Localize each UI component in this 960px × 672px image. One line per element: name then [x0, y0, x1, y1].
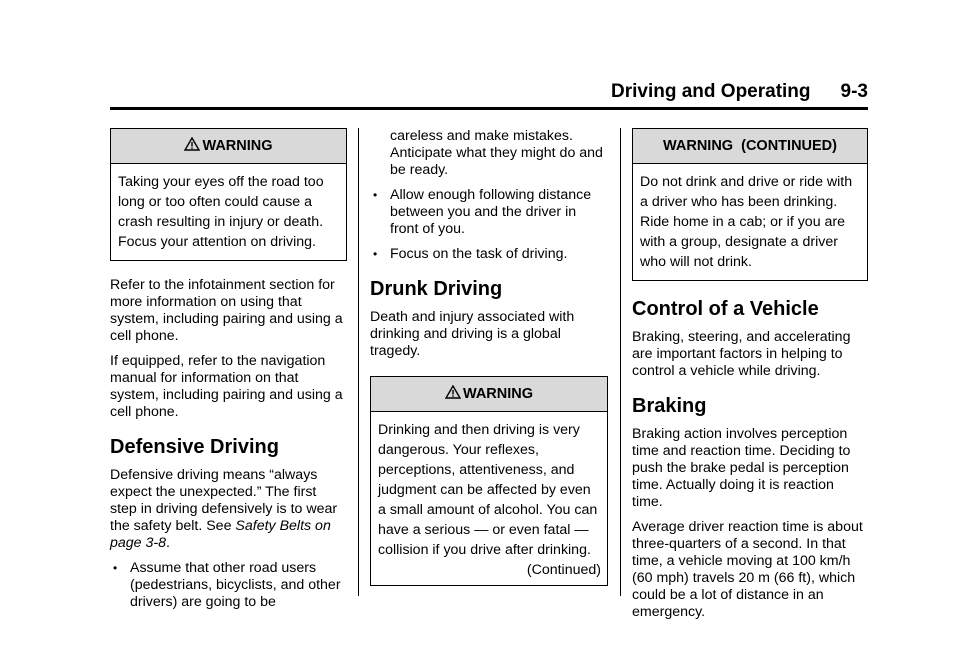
warning-header: [111, 129, 346, 164]
section-heading: Braking: [632, 395, 707, 417]
list-item-text: Assume that other road users (pedestrians, bicyclists, and other drivers) are going to be: [130, 560, 341, 610]
section-heading: Defensive Driving: [110, 436, 279, 458]
list-item: [370, 128, 608, 179]
list-item-text: Allow enough following distance between you and the driver in front of you.: [390, 187, 592, 237]
bullet-list: [370, 128, 608, 263]
warning-box: [632, 128, 868, 281]
paragraph: Braking action involves perception time and reaction time. Deciding to push the brake pedal is perception time. Actually doing it is reaction time.: [632, 426, 851, 510]
warning-text: Do not drink and drive or ride with a driver who has been drinking. Ride home in a cab; or if you are with a group, designate a driver who will not drink.: [640, 174, 853, 270]
section-heading: Drunk Driving: [370, 278, 503, 300]
paragraph: Average driver reaction time is about three-quarters of a second. In that time, a vehicle moving at 100 km/h (60 mph) travels 20 m (66 ft), which could be a lot of distance in an emergency.: [632, 519, 863, 620]
page-number: 9-3: [840, 81, 868, 102]
warning-text: Taking your eyes off the road too long or too often could cause a crash resulting in injury or death. Focus your attention on driving.: [118, 174, 324, 250]
warning-header: [633, 129, 867, 164]
paragraph-text: Defensive driving means “always expect the unexpected.” The first step in driving defensively is to wear the safety belt. See: [110, 467, 338, 534]
warning-title: WARNING: [202, 138, 273, 154]
paragraph: [110, 467, 347, 552]
warning-triangle-icon: [445, 377, 461, 411]
section-title: Driving and Operating: [611, 81, 811, 102]
cross-reference-link[interactable]: Safety Belts on page 3-8: [110, 518, 331, 551]
list-item-text: careless and make mistakes. Anticipate what they might do and be ready.: [390, 128, 603, 178]
paragraph-end: .: [166, 535, 170, 551]
section-heading: Control of a Vehicle: [632, 298, 819, 320]
paragraph: Death and injury associated with drinking and driving is a global tragedy.: [370, 309, 575, 359]
warning-text: Drinking and then driving is very dangerous. Your reflexes, perceptions, attentiveness, and judgment can be affected by even a small amount of alcohol. You can have a serious — or even fatal — collision if you drive after drinking.: [378, 422, 598, 558]
warning-title: WARNING: [462, 386, 534, 402]
list-item: [370, 187, 608, 238]
paragraph: If equipped, refer to the navigation manual for information on that system, including pairing and using a cell phone.: [110, 353, 343, 420]
warning-box: [370, 376, 608, 586]
bullet-icon: •: [373, 188, 378, 202]
list-item-text: Focus on the task of driving.: [390, 246, 568, 262]
warning-header: [371, 377, 607, 412]
column-3: [632, 128, 868, 629]
continued-label: (Continued): [526, 562, 601, 578]
bullet-list: [110, 560, 347, 611]
bullet-icon: •: [113, 561, 118, 575]
warning-box: [110, 128, 347, 261]
list-item: [370, 246, 608, 263]
column-divider: [620, 128, 621, 596]
column-divider: [358, 128, 359, 596]
page-header: [110, 80, 868, 104]
warning-title: WARNING (CONTINUED): [663, 138, 837, 154]
paragraph: Refer to the infotainment section for more information on using that system, including pairing and using a cell phone.: [110, 277, 343, 344]
column-1: [110, 128, 347, 619]
header-rule: [110, 107, 868, 110]
list-item: [110, 560, 347, 611]
warning-triangle-icon: [184, 129, 200, 163]
paragraph: Braking, steering, and accelerating are important factors in helping to control a vehicle while driving.: [632, 329, 851, 379]
bullet-icon: •: [373, 247, 378, 261]
column-2: [370, 128, 608, 598]
